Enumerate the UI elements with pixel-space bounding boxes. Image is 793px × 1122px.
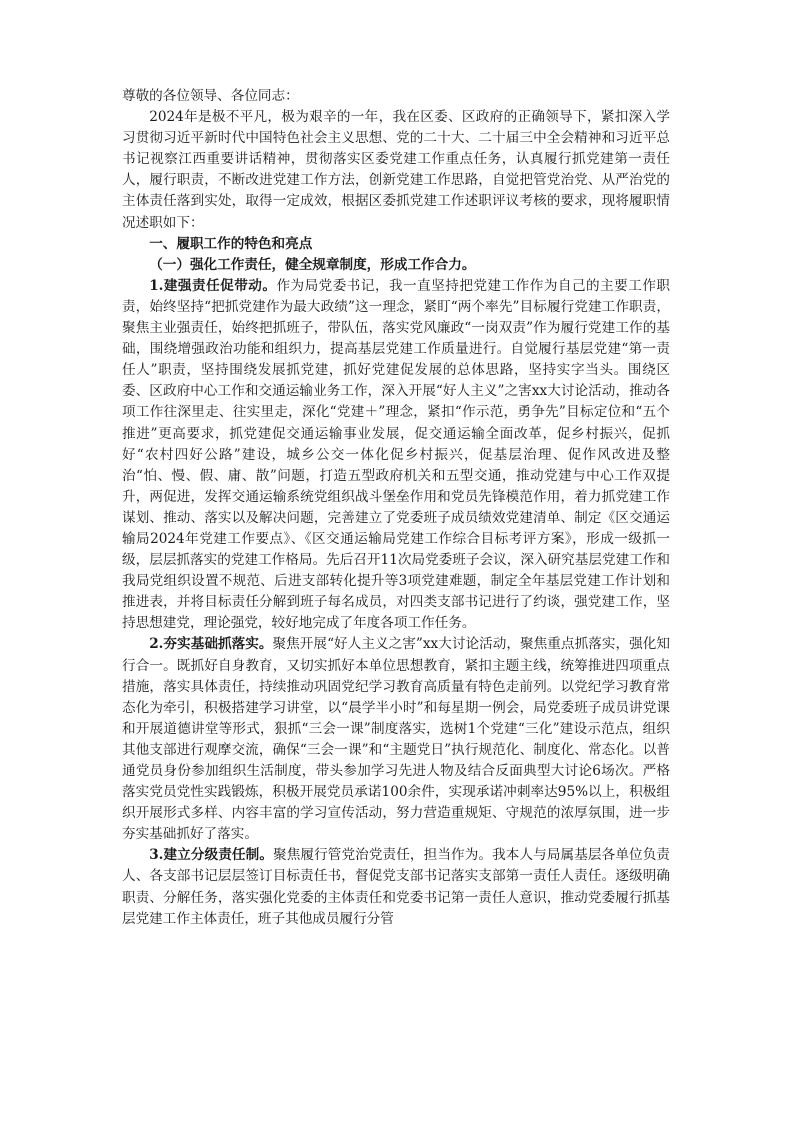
item-3-lead: 3.建立分级责任制。: [149, 847, 274, 864]
item-1-body: 作为局党委书记，我一直坚持把党建工作作为自己的主要工作职责，始终坚持“把抓党建作为最大政绩”这一理念，紧盯“两个率先”目标履行党建工作职责，聚焦主业强责任，始终把抓班子，带队伍，落实党风廉政“一岗双责”作为履行党建工作的基础，围绕增强政治功能和组织力，提高基层党建工作质量进行。自觉履行基层党建“第一责任人”职责，坚持围绕发展抓党建，抓好党建促发展的总体思路，坚持实字当头。围绕区委、区政府中心工作和交通运输业务工作，深入开展“好人主义”之害xx大讨论活动，推动各项工作往深里走、往实里走，深化“党建＋”理念，紧扣“作示范，勇争先”目标定位和“五个推进”更高要求，抓党建促交通运输事业发展，促交通运输全面改革，促乡村振兴，促抓好“农村四好公路”建设，城乡公交一体化促乡村振兴，促基层治理、促作风改进及整治“怕、慢、假、庸、散”问题，打造五型政府机关和五型交通，推动党建与中心工作双提升，两促进，发挥交通运输系统党组织战斗堡垒作用和党员先锋模范作用，着力抓党建工作谋划、推动、落实以及解决问题，完善建立了党委班子成员绩效党建清单、制定《区交通运输局2024年党建工作要点》、《区交通运输局党建工作综合目标考评方案》，形成一级抓一级，层层抓落实的党建工作格局。先后召开11次局党委班子会议，深入研究基层党建工作和我局党组织设置不规范、后进支部转化提升等3项党建难题，制定全年基层党建工作计划和推进表，并将目标责任分解到班子每名成员，对四类支部书记进行了约谈，强党建工作，坚持思想建党，理论强党，较好地完成了年度各项工作任务。: [122, 277, 670, 632]
section-heading: 一、履职工作的特色和亮点: [149, 235, 313, 252]
item-3-paragraph: [122, 845, 670, 929]
item-2-paragraph: [122, 634, 670, 845]
item-2-lead: 2.夯实基础抓落实。: [149, 636, 273, 653]
subsection-heading: （一）强化工作责任，健全规章制度，形成工作合力。: [149, 256, 476, 273]
item-1-paragraph: [122, 276, 670, 635]
item-1-lead: 1.建强责任促带动。: [149, 277, 277, 294]
greeting: 尊敬的各位领导、各位同志：: [122, 88, 299, 104]
item-2-body: 聚焦开展“好人主义之害”xx大讨论活动，聚焦重点抓落实，强化知行合一。既抓好自身教育，又切实抓好本单位思想教育，紧扣主题主线，统筹推进四项重点措施，落实具体责任，持续推动巩固党纪学习教育高质量有特色走前列。以党纪学习教育常态化为牵引，积极搭建学习讲堂，以“晨学半小时”和每星期一例会，局党委班子成员讲党课和开展道德讲堂等形式，狠抓“三会一课”制度落实，选树1个党建“三化”建设示范点，组织其他支部进行观摩交流，确保“三会一课”和“主题党日”执行规范化、制度化、常态化。以普通党员身份参加组织生活制度，带头参加学习先进人物及结合反面典型大讨论6场次。严格落实党员党性实践锻炼，积极开展党员承诺100余件，实现承诺冲刺率达95%以上，积极组织开展形式多样、内容丰富的学习宣传活动，努力营造重规矩、守规范的浓厚氛围，进一步夯实基础抓好了落实。: [122, 636, 670, 843]
intro-paragraph: 2024年是极不平凡，极为艰辛的一年，我在区委、区政府的正确领导下，紧扣深入学习贯彻习近平新时代中国特色社会主义思想、党的二十大、二十届三中全会精神和习近平总书记视察江西重要讲话精神，贯彻落实区委党建工作重点任务，认真履行抓党建第一责任人，履行职责，不断改进党建工作方法，创新党建工作思路，自觉把管党治党、从严治党的主体责任落到实处，取得一定成效，根据区委抓党建工作述职评议考核的要求，现将履职情况述职如下：: [122, 109, 670, 231]
item-3-body: 聚焦履行管党治党责任，担当作为。我本人与局属基层各单位负责人、各支部书记层层签订目标责任书，督促党支部书记落实支部第一责任人责任。逐级明确职责、分解任务，落实强化党委的主体责任和党委书记第一责任人意识，推动党委履行抓基层党建工作主体责任，班子其他成员履行分管: [122, 847, 670, 927]
document-page: [122, 86, 670, 930]
